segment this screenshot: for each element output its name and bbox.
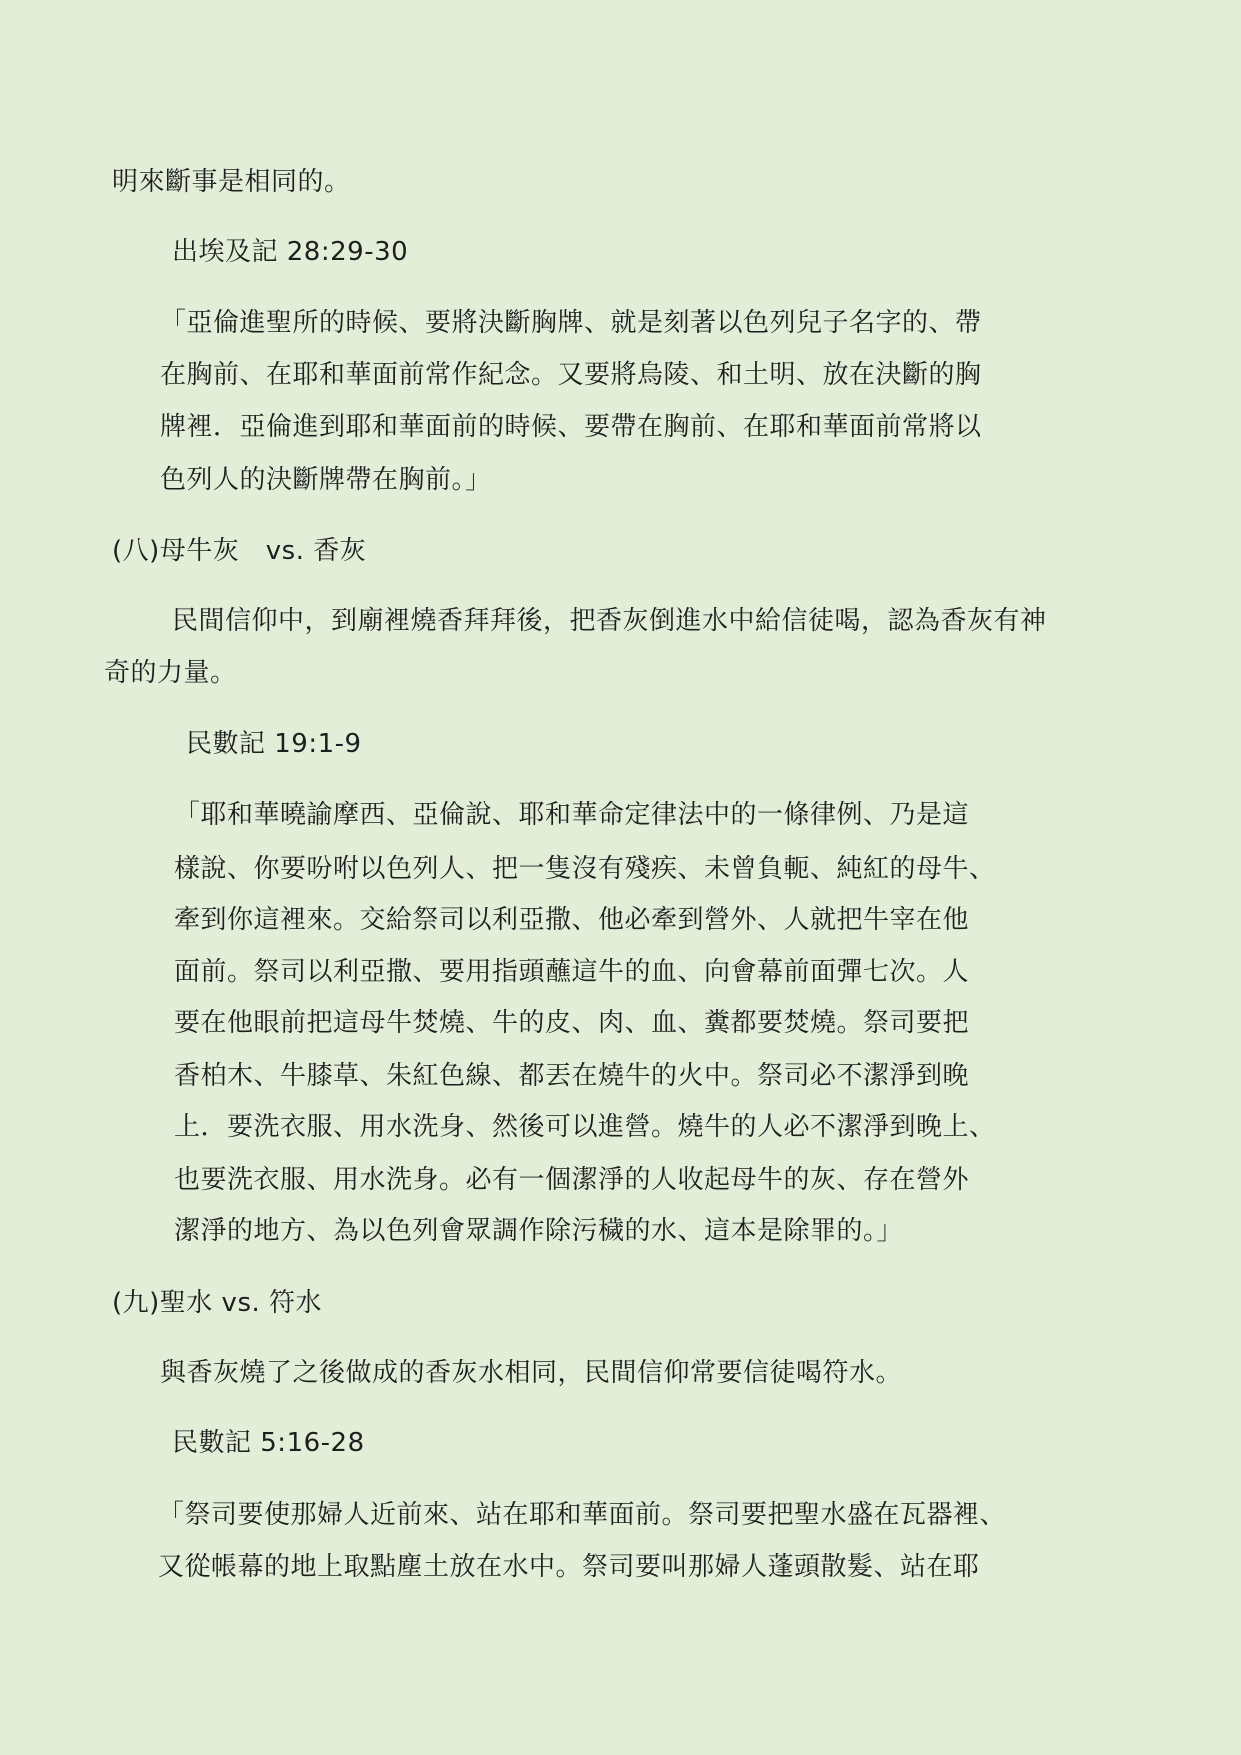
quote-line: 牌裡．亞倫進到耶和華面前的時候、要帶在胸前、在耶和華面前常將以 — [160, 412, 982, 442]
quote-line: 樣說、你要吩咐以色列人、把一隻沒有殘疾、未曾負軛、純紅的母牛、 — [174, 854, 996, 884]
quote-line: 面前。祭司以利亞撒、要用指頭蘸這牛的血、向會幕前面彈七次。人 — [174, 957, 970, 987]
quote-line: 「祭司要使那婦人近前來、站在耶和華面前。祭司要把聖水盛在瓦器裡、 — [158, 1500, 1007, 1530]
body-line: 民間信仰中，到廟裡燒香拜拜後，把香灰倒進水中給信徒喝，認為香灰有神 — [172, 606, 1047, 636]
section-heading-8: (八)母牛灰 vs. 香灰 — [112, 536, 367, 566]
quote-line: 上．要洗衣服、用水洗身、然後可以進營。燒牛的人必不潔淨到晚上、 — [174, 1112, 996, 1142]
section-body-9: 與香灰燒了之後做成的香灰水相同，民間信仰常要信徒喝符水。 — [160, 1358, 903, 1388]
quote-line: 牽到你這裡來。交給祭司以利亞撒、他必牽到營外、人就把牛宰在他 — [174, 905, 970, 935]
quote-line: 潔淨的地方、為以色列會眾調作除污穢的水、這本是除罪的。」 — [174, 1216, 904, 1246]
body-line: 奇的力量。 — [104, 658, 237, 688]
scripture-reference: 民數記 19:1-9 — [186, 729, 362, 759]
quote-line: 要在他眼前把這母牛焚燒、牛的皮、肉、血、糞都要焚燒。祭司要把 — [174, 1008, 970, 1038]
quote-line: 香柏木、牛膝草、朱紅色線、都丟在燒牛的火中。祭司必不潔淨到晚 — [174, 1061, 970, 1091]
scripture-reference: 民數記 5:16-28 — [172, 1428, 365, 1458]
quote-line: 也要洗衣服、用水洗身。必有一個潔淨的人收起母牛的灰、存在營外 — [174, 1165, 970, 1195]
scripture-reference: 出埃及記 28:29-30 — [172, 237, 409, 267]
quote-line: 在胸前、在耶和華面前常作紀念。又要將烏陵、和土明、放在決斷的胸 — [160, 360, 982, 390]
intro-tail: 明來斷事是相同的。 — [112, 167, 351, 197]
section-heading-9: (九)聖水 vs. 符水 — [112, 1288, 323, 1318]
quote-line: 又從帳幕的地上取點塵土放在水中。祭司要叫那婦人蓬頭散髮、站在耶 — [158, 1552, 980, 1582]
quote-line: 「耶和華曉諭摩西、亞倫說、耶和華命定律法中的一條律例、乃是這 — [174, 800, 970, 830]
quote-line: 「亞倫進聖所的時候、要將決斷胸牌、就是刻著以色列兒子名字的、帶 — [160, 308, 982, 338]
quote-line: 色列人的決斷牌帶在胸前。」 — [160, 465, 492, 495]
